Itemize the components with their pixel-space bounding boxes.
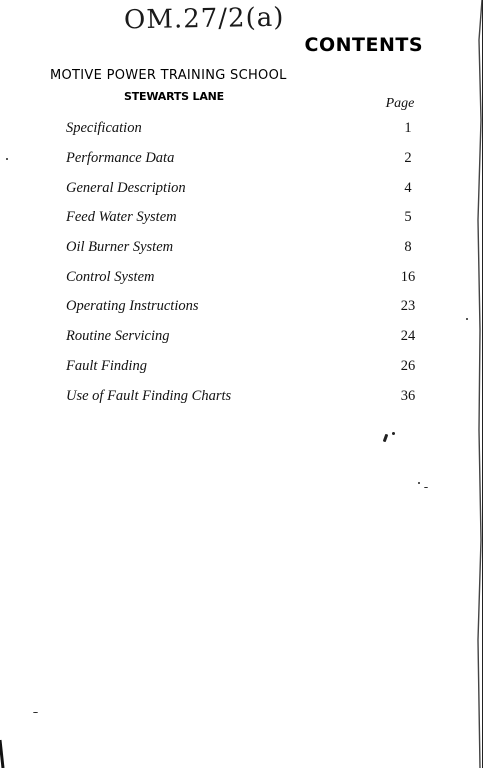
toc-entry: Fault Finding [66, 357, 147, 374]
scan-speck [33, 712, 38, 713]
toc-row [66, 322, 426, 352]
table-of-contents [66, 114, 426, 411]
page-column-header: Page [385, 96, 415, 111]
toc-row [66, 173, 426, 203]
stamp-location: STEWARTS LANE [124, 90, 224, 103]
toc-entry: Use of Fault Finding Charts [66, 387, 232, 404]
toc-page-number: 24 [400, 328, 416, 345]
toc-row [66, 233, 426, 263]
stamp-school-name: MOTIVE POWER TRAINING SCHOOL [50, 68, 287, 83]
toc-page-number: 2 [404, 150, 412, 167]
toc-entry: Oil Burner System [66, 239, 174, 256]
toc-row [66, 203, 426, 233]
toc-row [66, 292, 426, 322]
scan-speck [424, 487, 428, 488]
toc-page-number: 5 [404, 209, 412, 226]
toc-entry: Performance Data [66, 150, 175, 167]
toc-row [66, 144, 426, 174]
toc-row [66, 381, 426, 411]
scan-speck [466, 318, 468, 320]
page-title: CONTENTS [304, 34, 423, 56]
toc-entry: Routine Servicing [66, 328, 170, 345]
toc-row [66, 352, 426, 382]
toc-page-number: 8 [404, 239, 412, 256]
scan-edge-artifact [467, 0, 483, 768]
toc-page-number: 1 [404, 120, 412, 137]
toc-entry: General Description [66, 179, 186, 196]
scan-speck [6, 158, 8, 160]
toc-entry: Specification [66, 120, 142, 137]
toc-entry: Control System [66, 268, 155, 285]
toc-page-number: 23 [400, 298, 416, 315]
toc-entry: Operating Instructions [66, 298, 199, 315]
scan-speck [392, 432, 395, 435]
toc-row [66, 262, 426, 292]
scan-corner-mark [0, 738, 10, 768]
toc-row [66, 114, 426, 144]
toc-page-number: 26 [400, 357, 416, 374]
scan-speck [383, 434, 389, 443]
toc-page-number: 4 [404, 179, 412, 196]
scan-speck [418, 482, 420, 484]
handwritten-reference: OM.27/2(a) [123, 2, 285, 36]
toc-page-number: 16 [400, 268, 416, 285]
toc-page-number: 36 [400, 387, 416, 404]
toc-entry: Feed Water System [66, 209, 177, 226]
